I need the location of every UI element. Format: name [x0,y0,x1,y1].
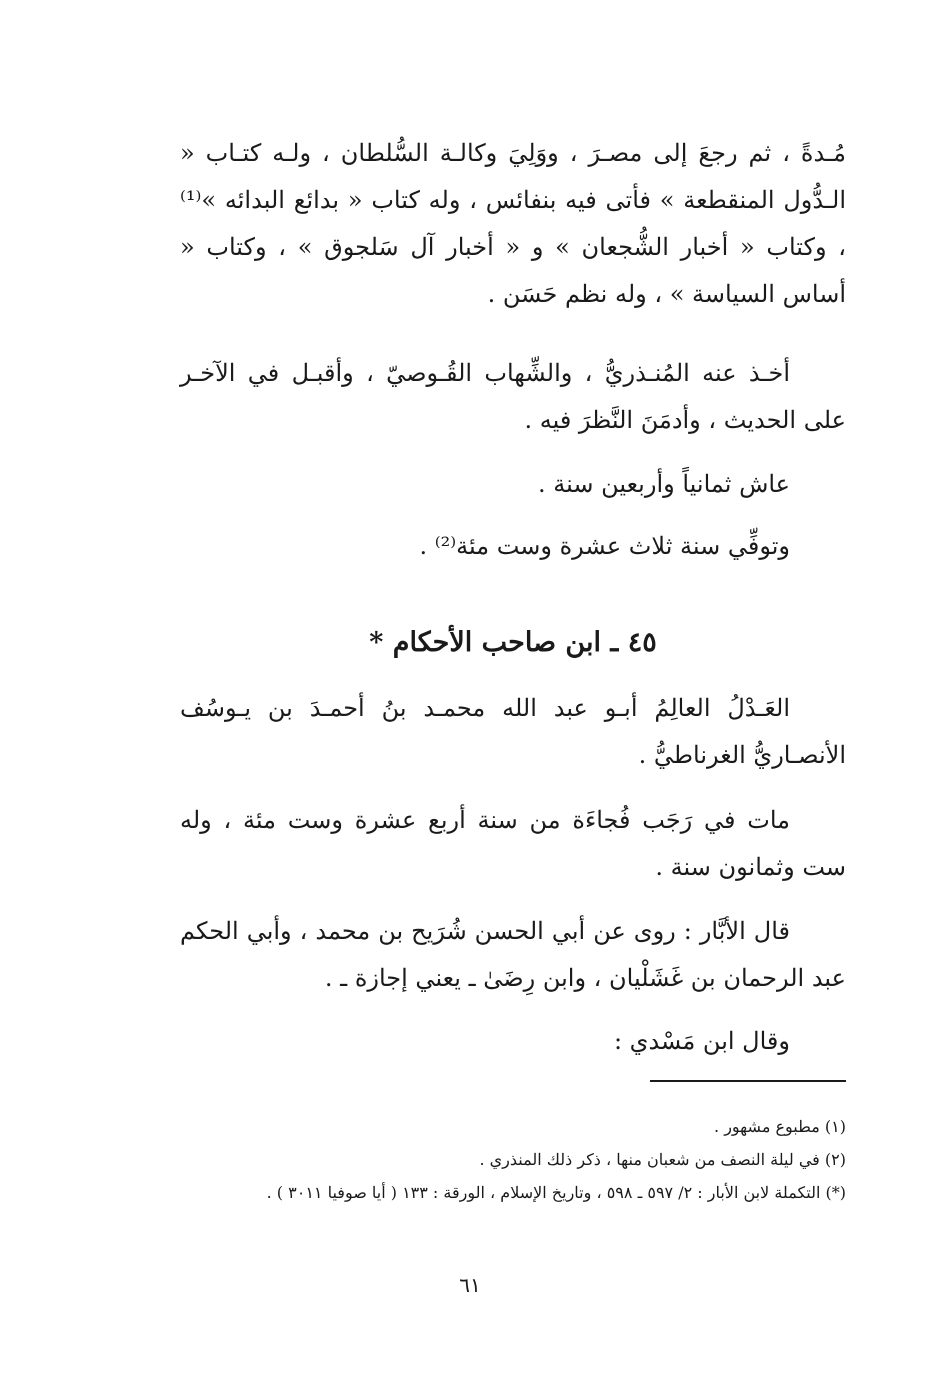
paragraph-students: أخـذ عنه المُنـذريُّ ، والشِّهاب القُـوصيّ ، وأقبـل في الآخـر على الحديث ، وأدمَنَ النَّظرَ فيه . [180,359,846,434]
paragraph-age: عاش ثمانياً وأربعين سنة . [537,470,790,498]
footnote-1: (١) مطبوع مشهور . [714,1117,846,1136]
paragraph-death: وتوفِّي سنة ثلاث عشرة وست مئة⁽²⁾ . [419,532,790,560]
footnote-2: (٢) في ليلة النصف من شعبان منها ، ذكر ذلك المنذري . [479,1150,846,1169]
paragraph-ibn-masdi: وقال ابن مَسْدي : [613,1027,790,1055]
page-number: ٦١ [459,1273,481,1297]
footnote-source: (*) التكملة لابن الأبار : ٢/ ٥٩٧ ـ ٥٩٨ ، وتاريخ الإسلام ، الورقة : ١٣٣ ( أيا صوفيا ٣٠١١ ) . [266,1183,846,1202]
entry-heading: ٤٥ ـ ابن صاحب الأحكام * [369,627,657,658]
paragraph-abbar: قال الأبَّار : روى عن أبي الحسن شُرَيح بن محمد ، وأبي الحكم عبد الرحمان بن غَشَلْيان ، وابن رِضَىٰ ـ يعني إجازة ـ . [180,917,846,992]
paragraph-biography-end: مُـدةً ، ثم رجعَ إلى مصـرَ ، ووَلِيَ وكالـة السُّلطان ، ولـه كتـاب « الـدُّول المنقطعة » فأتى فيه بنفائس ، وله كتاب « بدائع البدائه »⁽¹⁾ ، وكتاب « أخبار الشُّجعان » و « أخبار آل سَلجوق » ، وكتاب « أساس السياسة » ، وله نظم حَسَن . [180,139,847,308]
footnote-divider [650,1080,846,1082]
paragraph-death-date: مات في رَجَب فُجاءَة من سنة أربع عشرة وست مئة ، وله ست وثمانون سنة . [180,806,846,881]
paragraph-name: العَـدْلُ العالِمُ أبـو عبد الله محمـد بنُ أحمـدَ بن يـوسُف الأنصـاريُّ الغرناطيُّ . [180,694,846,769]
